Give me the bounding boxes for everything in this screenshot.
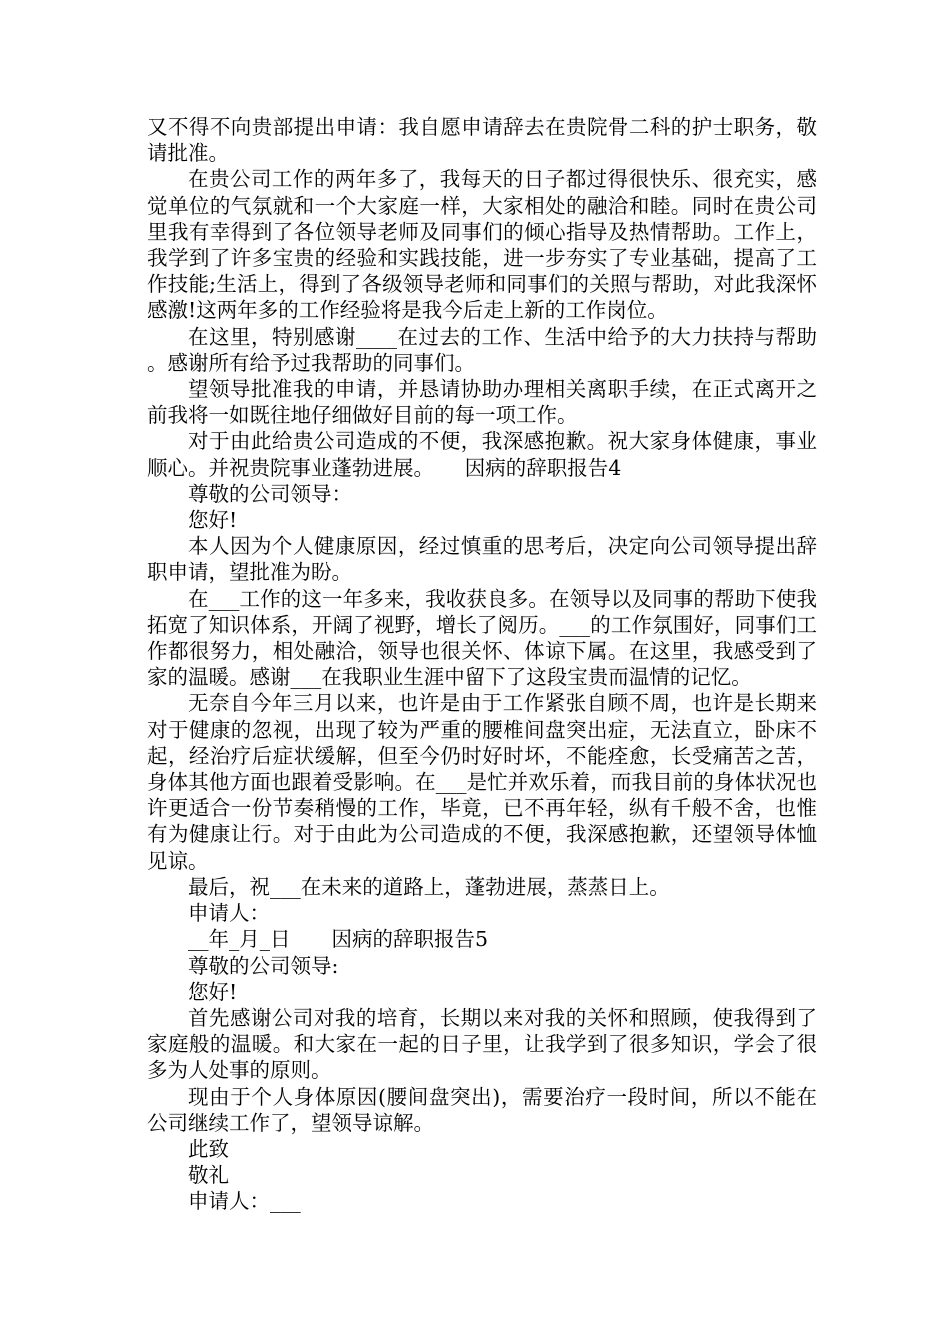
paragraph-3: 在这里，特别感谢____在过去的工作、生活中给予的大力扶持与帮助。感谢所有给予过我帮助的同事们。 (147, 324, 817, 375)
paragraph-11: 现由于个人身体原因(腰间盘突出)，需要治疗一段时间，所以不能在公司继续工作了，望领导谅解。 (147, 1084, 817, 1135)
salutation-2: 尊敬的公司领导: (188, 953, 339, 978)
paragraph-4: 望领导批准我的申请，并恳请协助办理相关离职手续，在正式离开之前我将一如既往地仔细做好目前的每一项工作。 (147, 377, 817, 428)
applicant-label-1: 申请人： (188, 901, 270, 926)
paragraph-1: 又不得不向贵部提出申请：我自愿申请辞去在贵院骨二科的护士职务，敬请批准。 (147, 115, 817, 166)
paragraph-6: 本人因为个人健康原因，经过慎重的思考后，决定向公司领导提出辞职申请，望批准为盼。 (147, 534, 817, 585)
paragraph-10: 首先感谢公司对我的培育，长期以来对我的关怀和照顾，使我得到了家庭般的温暖。和大家在一起的日子里，让我学到了很多知识，学会了很多为人处事的原则。 (147, 1005, 817, 1083)
paragraph-2: 在贵公司工作的两年多了，我每天的日子都过得很快乐、很充实，感觉单位的气氛就和一个大家庭一样，大家相处的融洽和睦。同时在贵公司里我有幸得到了各位领导老师及同事们的倾心指导及热情帮助。工作上，我学到了许多宝贵的经验和实践技能，进一步夯实了专业基础，提高了工作技能;生活上，得到了各级领导老师和同事们的关照与帮助，对此我深怀感激!这两年多的工作经验将是我今后走上新的工作岗位。 (147, 167, 817, 323)
greeting-1: 您好! (188, 508, 238, 533)
paragraph-9: 最后，祝___在未来的道路上，蓬勃进展，蒸蒸日上。 (188, 874, 670, 899)
applicant-label-2: 申请人：___ (188, 1189, 301, 1214)
greeting-2: 您好! (188, 979, 238, 1004)
paragraph-7: 在___工作的这一年多来，我收获良多。在领导以及同事的帮助下使我拓宽了知识体系，开阔了视野，增长了阅历。___的工作氛围好，同事们工作都很努力，相处融洽，领导也很关怀、体谅下属。在这里，我感受到了家的温暖。感谢___在我职业生涯中留下了这段宝贵而温情的记忆。 (147, 586, 817, 690)
paragraph-5: 对于由此给贵公司造成的不便，我深感抱歉。祝大家身体健康，事业顺心。并祝贵院事业蓬勃进展。 因病的辞职报告4 (147, 429, 817, 480)
date-line: __年_月_日 因病的辞职报告5 (188, 927, 489, 952)
salutation-1: 尊敬的公司领导： (188, 481, 352, 506)
paragraph-8: 无奈自今年三月以来，也许是由于工作紧张自顾不周，也许是长期来对于健康的忽视，出现了较为严重的腰椎间盘突出症，无法直立，卧床不起，经治疗后症状缓解，但至今仍时好时坏，不能痊愈，长受痛苦之苦，身体其他方面也跟着受影响。在___是忙并欢乐着，而我目前的身体状况也许更适合一份节奏稍慢的工作，毕竟，已不再年轻，纵有千般不舍，也惟有为健康让行。对于由此为公司造成的不便，我深感抱歉，还望领导体恤见谅。 (147, 691, 817, 873)
closing-2: 敬礼 (188, 1163, 229, 1188)
document-page (147, 114, 817, 1215)
closing-1: 此致 (188, 1136, 229, 1161)
